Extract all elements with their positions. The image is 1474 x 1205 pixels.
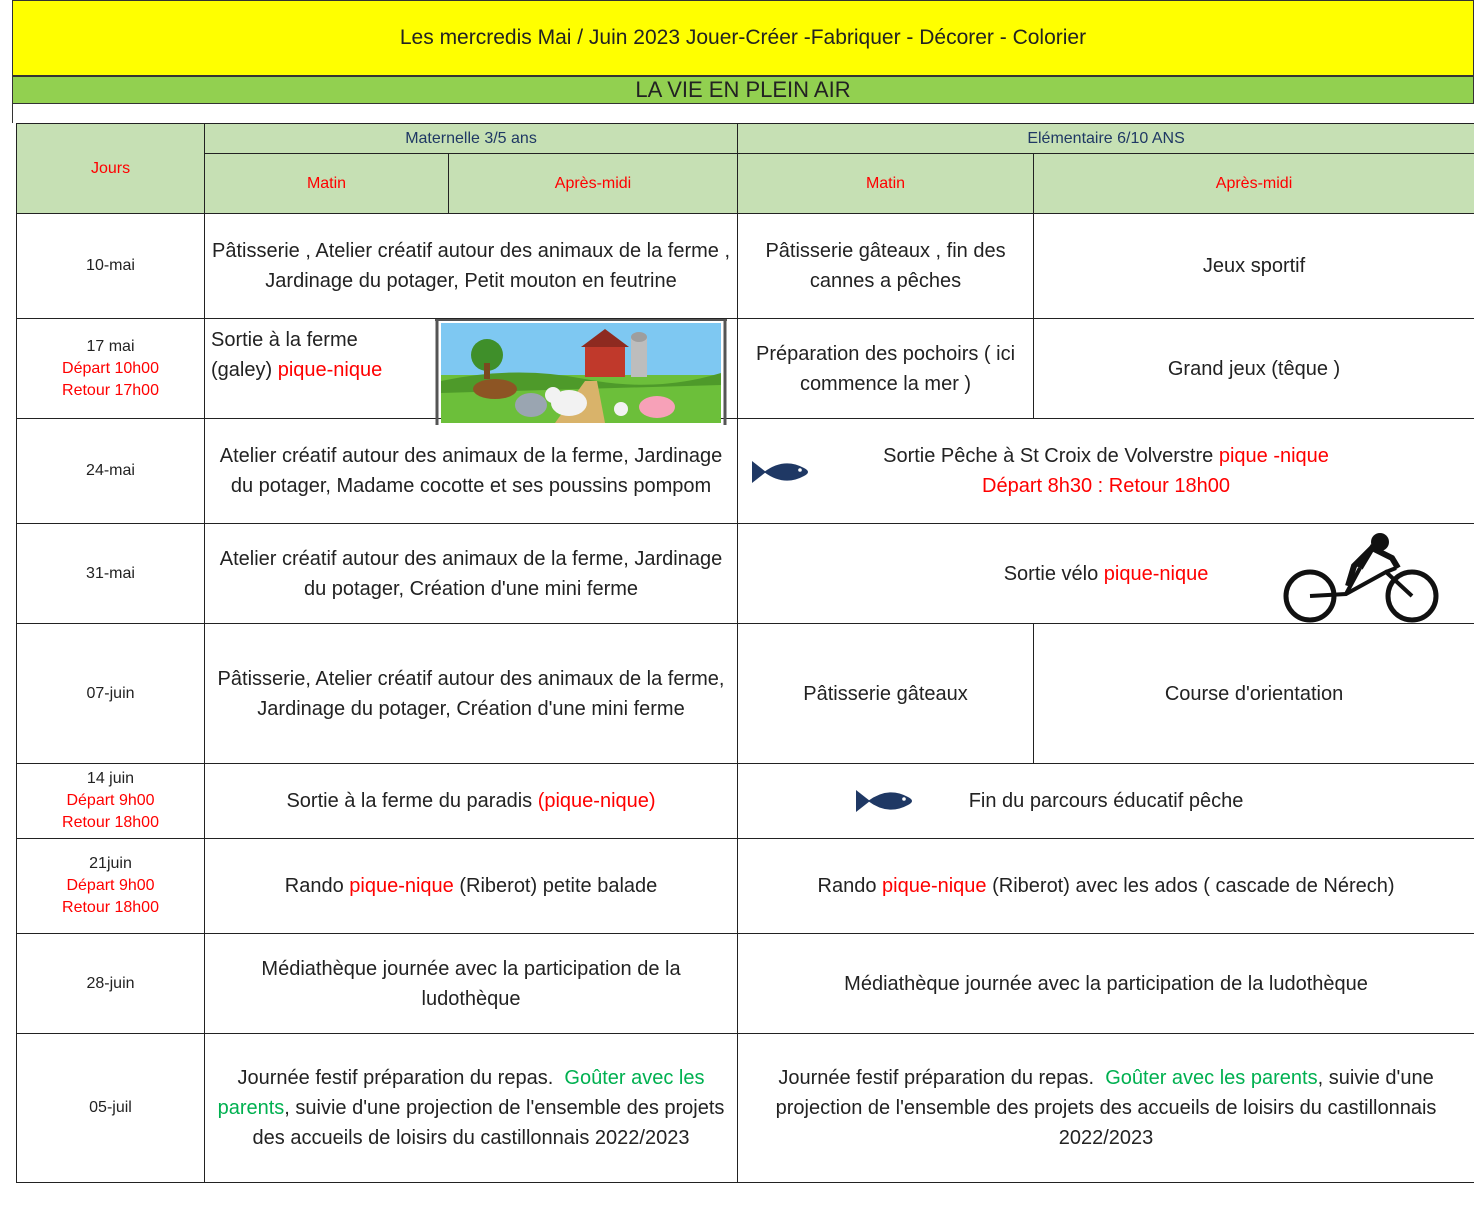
col-elementaire: Elémentaire 6/10 ANS	[738, 124, 1474, 154]
cyclist-icon	[1276, 528, 1446, 623]
picnic-label: pique -nique	[1218, 445, 1329, 467]
elementaire-matin-cell: Pâtisserie gâteaux	[738, 624, 1034, 764]
col-elem-apres-midi: Après-midi	[1034, 154, 1474, 214]
maternelle-cell: Pâtisserie, Atelier créatif autour des animaux de la ferme, Jardinage du potager, Création d'une mini ferme	[205, 624, 738, 764]
elementaire-apres-midi-cell: Jeux sportif	[1034, 214, 1474, 319]
departure-time: Départ 9h00	[66, 877, 155, 894]
return-time: Retour 18h00	[62, 814, 159, 831]
day-cell: 24-mai	[17, 419, 205, 524]
maternelle-cell: Pâtisserie , Atelier créatif autour des animaux de la ferme , Jardinage du potager, Petit mouton en feutrine	[205, 214, 738, 319]
return-time: Retour 18h00	[62, 899, 159, 916]
day-label: 21juin	[89, 855, 132, 872]
activity-text: (Riberot) avec les ados ( cascade de Nérech)	[992, 875, 1395, 897]
fish-icon	[854, 784, 918, 818]
activity-text: Journée festif préparation du repas.	[237, 1067, 554, 1089]
day-cell	[17, 319, 205, 419]
picnic-label: pique-nique	[882, 875, 987, 897]
theme-banner	[12, 76, 1474, 104]
outing-line: Sortie à la ferme	[211, 329, 358, 351]
day-cell: 10-mai	[17, 214, 205, 319]
outing-text: Sortie vélo	[1003, 562, 1099, 585]
maternelle-cell	[205, 319, 738, 419]
elementaire-cell	[738, 764, 1474, 839]
day-cell	[17, 764, 205, 839]
activity-text: Rando	[817, 875, 877, 897]
activity-text: (Riberot) petite balade	[459, 875, 658, 897]
table-row	[17, 214, 1474, 319]
departure-time: Départ 10h00	[62, 359, 159, 377]
outing-text: Fin du parcours éducatif pêche	[968, 790, 1244, 812]
table-row	[17, 934, 1474, 1034]
elementaire-apres-midi-cell: Course d'orientation	[1034, 624, 1474, 764]
return-time: Retour 17h00	[62, 381, 159, 399]
theme-title: LA VIE EN PLEIN AIR	[635, 77, 851, 102]
day-cell: 05-juil	[17, 1034, 205, 1183]
page-title: Les mercredis Mai / Juin 2023 Jouer-Créer -Fabriquer - Décorer - Colorier	[399, 26, 1087, 49]
col-jours: Jours	[17, 124, 205, 214]
header-row-periods	[17, 154, 1474, 214]
activity-text: , suivie d'une projection de l'ensemble des projets des accueils de loisirs du castillonnais 2022/2023	[252, 1097, 725, 1149]
table-row	[17, 319, 1474, 419]
col-elem-matin: Matin	[738, 154, 1034, 214]
picnic-label: (pique-nique)	[537, 790, 656, 812]
elementaire-cell	[738, 419, 1474, 524]
col-mat-apres-midi: Après-midi	[449, 154, 738, 214]
maternelle-cell: Médiathèque journée avec la participation de la ludothèque	[205, 934, 738, 1034]
picnic-label: pique-nique	[277, 359, 383, 381]
elementaire-cell	[738, 839, 1474, 934]
day-label: 17 mai	[86, 337, 135, 355]
parents-snack-label: Goûter avec les parents	[217, 1067, 705, 1119]
elementaire-matin-cell: Préparation des pochoirs ( ici commence la mer )	[738, 319, 1034, 419]
elementaire-cell	[738, 524, 1474, 624]
header-row-groups	[17, 124, 1474, 154]
table-row	[17, 764, 1474, 839]
fish-icon	[750, 455, 814, 489]
outing-line	[211, 355, 382, 385]
picnic-label: pique-nique	[1103, 562, 1209, 585]
schedule-table	[16, 123, 1474, 1183]
picnic-label: pique-nique	[349, 875, 454, 897]
departure-time: Départ 9h00	[66, 792, 155, 809]
maternelle-cell: Atelier créatif autour des animaux de la ferme, Jardinage du potager, Madame cocotte et ses poussins pompom	[205, 419, 738, 524]
maternelle-cell	[205, 1034, 738, 1183]
page-title-banner	[12, 0, 1474, 76]
outing-line	[744, 441, 1468, 471]
table-row	[17, 1034, 1474, 1183]
day-cell	[17, 839, 205, 934]
outing-text	[211, 325, 382, 385]
table-row	[17, 839, 1474, 934]
col-maternelle: Maternelle 3/5 ans	[205, 124, 738, 154]
outing-place: (galey)	[211, 359, 273, 381]
maternelle-cell	[205, 764, 738, 839]
activity-text: Journée festif préparation du repas.	[778, 1067, 1095, 1089]
day-cell: 28-juin	[17, 934, 205, 1034]
parents-snack-label: Goûter avec les parents	[1105, 1067, 1318, 1089]
elementaire-cell	[738, 1034, 1474, 1183]
table-row	[17, 624, 1474, 764]
col-mat-matin: Matin	[205, 154, 449, 214]
maternelle-cell: Atelier créatif autour des animaux de la ferme, Jardinage du potager, Création d'une mini ferme	[205, 524, 738, 624]
elementaire-apres-midi-cell: Grand jeux (têque )	[1034, 319, 1474, 419]
spacer	[12, 104, 1474, 123]
outing-times: Départ 8h30 : Retour 18h00	[982, 475, 1230, 497]
day-cell: 07-juin	[17, 624, 205, 764]
day-cell: 31-mai	[17, 524, 205, 624]
maternelle-cell	[205, 839, 738, 934]
table-row	[17, 419, 1474, 524]
activity-text: Rando	[284, 875, 344, 897]
elementaire-cell: Médiathèque journée avec la participation de la ludothèque	[738, 934, 1474, 1034]
table-row	[17, 524, 1474, 624]
farm-illustration	[435, 315, 727, 425]
outing-text: Sortie Pêche à St Croix de Volverstre	[883, 445, 1214, 467]
elementaire-matin-cell: Pâtisserie gâteaux , fin des cannes a pêches	[738, 214, 1034, 319]
outing-text: Sortie à la ferme du paradis	[286, 790, 533, 812]
day-label: 14 juin	[86, 770, 135, 787]
activity-text: , suivie d'une projection de l'ensemble des projets des accueils de loisirs du castillonnais 2022/2023	[775, 1067, 1437, 1149]
